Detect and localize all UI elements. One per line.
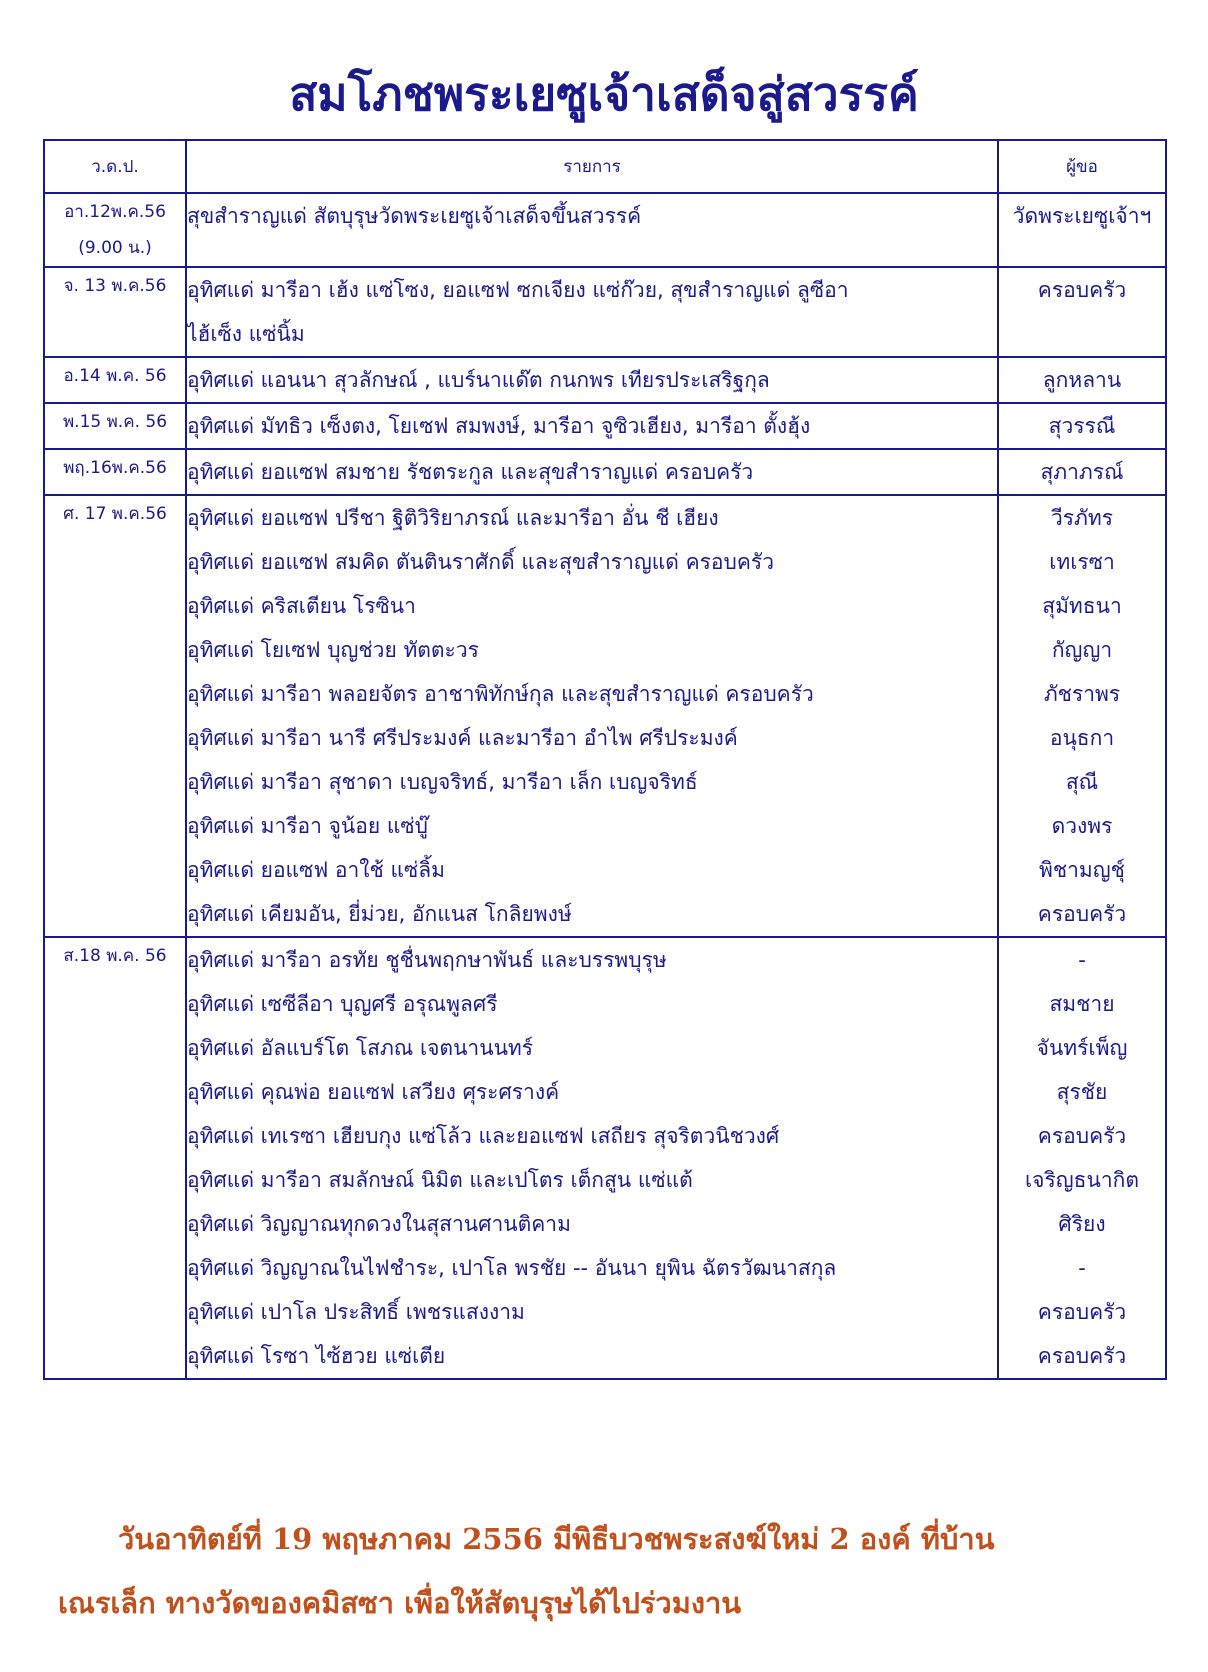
requester-name: -	[1078, 1256, 1086, 1280]
intention-text: อุทิศแด่ โรซา ไซ้ฮวย แซ่เตีย	[187, 1344, 446, 1368]
requester-name: วัดพระเยซูเจ้าฯ	[1012, 204, 1152, 228]
intention-text: อุทิศแด่ เทเรซา เฮียบกุง แซ่โล้ว และยอแซฟ เสถียร สุจริตวนิชวงศ์	[187, 1124, 780, 1148]
date-cell	[44, 193, 186, 267]
table-row	[44, 267, 1166, 357]
intention-text: อุทิศแด่ มารีอา สมลักษณ์ นิมิต และเปโตร เต็กสูน แซ่แต้	[187, 1168, 693, 1192]
requester-name: จันทร์เพ็ญ	[1036, 1036, 1128, 1060]
table-header-row	[44, 140, 1166, 193]
item-cell	[186, 357, 998, 403]
date-text: (9.00 น.)	[78, 238, 152, 258]
table-row	[44, 403, 1166, 449]
intention-text: อุทิศแด่ มารีอา จูน้อย แซ่บู๊	[187, 814, 428, 838]
intention-text: สุขสำราญแด่ สัตบุรุษวัดพระเยซูเจ้าเสด็จขึ้นสวรรค์	[187, 204, 642, 228]
date-cell	[44, 937, 186, 1379]
table-row	[44, 495, 1166, 937]
date-cell	[44, 403, 186, 449]
intention-text: อุทิศแด่ มารีอา นารี ศรีประมงค์ และมารีอา อำไพ ศรีประมงค์	[187, 726, 738, 750]
requester-name: สุวรรณี	[1048, 414, 1116, 438]
item-cell	[186, 267, 998, 357]
item-cell	[186, 937, 998, 1379]
requester-name: ครอบครัว	[1037, 1124, 1127, 1148]
item-cell	[186, 193, 998, 267]
intention-text: อุทิศแด่ มารีอา อรทัย ชูชื่นพฤกษาพันธ์ และบรรพบุรุษ	[187, 948, 667, 972]
requester-name: สมชาย	[1049, 992, 1115, 1016]
intention-text: อุทิศแด่ เปาโล ประสิทธิ์ เพชรแสงงาม	[187, 1300, 525, 1324]
requester-name: ศิริยง	[1058, 1212, 1106, 1236]
announcement-line-2: เณรเล็ก ทางวัดของคมิสซา เพื่อให้สัตบุรุษได้ไปร่วมงาน	[58, 1586, 742, 1620]
date-text: จ. 13 พ.ค.56	[63, 276, 167, 296]
announcement-line-1: วันอาทิตย์ที่ 19 พฤษภาคม 2556 มีพิธีบวชพระสงฆ์ใหม่ 2 องค์ ที่บ้าน	[118, 1522, 995, 1556]
intention-text: อุทิศแด่ แอนนา สุวลักษณ์ , แบร์นาแด๊ต กนกพร เทียรประเสริฐกุล	[187, 368, 770, 392]
intention-text: อุทิศแด่ ยอแซฟ สมคิด ตันตินราศักดิ์ และสุขสำราญแด่ ครอบครัว	[187, 550, 774, 574]
date-text: อ.14 พ.ค. 56	[63, 366, 167, 386]
intention-text: อุทิศแด่ มารีอา เฮ้ง แซ่โซง, ยอแซฟ ซกเจียง แซ่ก๊วย, สุขสำราญแด่ ลูซีอา	[187, 278, 849, 302]
date-text: ส.18 พ.ค. 56	[63, 946, 167, 966]
requester-cell	[998, 267, 1166, 357]
intention-text: อุทิศแด่ มัทธิว เซ็งตง, โยเซฟ สมพงษ์, มารีอา จูซิวเฮียง, มารีอา ตั้งฮุ้ง	[187, 414, 811, 438]
date-cell	[44, 267, 186, 357]
intention-text: อุทิศแด่ โยเซฟ บุญช่วย ทัตตะวร	[187, 638, 479, 662]
header-date: ว.ด.ป.	[44, 140, 186, 193]
intention-text: อุทิศแด่ คริสเตียน โรซินา	[187, 594, 416, 618]
date-text: พฤ.16พ.ค.56	[63, 458, 167, 478]
date-text: อา.12พ.ค.56	[64, 202, 166, 222]
mass-intentions-table	[43, 139, 1167, 1380]
requester-name: พิชามญชุ์	[1039, 858, 1125, 882]
requester-name: ดวงพร	[1051, 814, 1113, 838]
intention-text: อุทิศแด่ อัลแบร์โต โสภณ เจตนานนทร์	[187, 1036, 534, 1060]
requester-cell	[998, 357, 1166, 403]
page-title: สมโภชพระเยซูเจ้าเสด็จสู่สวรรค์	[289, 67, 919, 121]
intention-text: อุทิศแด่ ยอแซฟ ปรีชา ฐิติวิริยาภรณ์ และมารีอา อั่น ชี เฮียง	[187, 506, 719, 530]
table-body	[44, 193, 1166, 1379]
requester-name: ภัชราพร	[1043, 682, 1121, 706]
requester-name: ลูกหลาน	[1042, 368, 1122, 392]
table-row	[44, 449, 1166, 495]
requester-cell	[998, 495, 1166, 937]
item-cell	[186, 495, 998, 937]
intention-text: อุทิศแด่ มารีอา พลอยจัตร อาชาพิทักษ์กุล และสุขสำราญแด่ ครอบครัว	[187, 682, 814, 706]
date-text: พ.15 พ.ค. 56	[62, 412, 168, 432]
item-cell	[186, 403, 998, 449]
requester-name: กัญญา	[1051, 638, 1113, 662]
header-item: รายการ	[186, 140, 998, 193]
requester-cell	[998, 449, 1166, 495]
requester-name: อนุธกา	[1049, 726, 1115, 750]
requester-name: สุภาภรณ์	[1040, 460, 1124, 484]
intention-text: อุทิศแด่ เซซีลีอา บุญศรี อรุณพูลศรี	[187, 992, 498, 1016]
intention-text: อุทิศแด่ ยอแซฟ สมชาย รัชตระกูล และสุขสำราญแด่ ครอบครัว	[187, 460, 754, 484]
requester-name: -	[1078, 948, 1086, 972]
table-row	[44, 357, 1166, 403]
header-requester: ผู้ขอ	[998, 140, 1166, 193]
requester-name: วีรภัทร	[1050, 506, 1114, 530]
intention-text: อุทิศแด่ ยอแซฟ อาใช้ แซ่ลิ้ม	[187, 858, 445, 882]
requester-name: เทเรซา	[1049, 550, 1115, 574]
requester-name: ครอบครัว	[1037, 1300, 1127, 1324]
requester-name: ครอบครัว	[1037, 278, 1127, 302]
requester-cell	[998, 937, 1166, 1379]
requester-name: สุมัทธนา	[1042, 594, 1122, 618]
date-cell	[44, 449, 186, 495]
requester-name: สุณี	[1065, 770, 1099, 794]
date-cell	[44, 357, 186, 403]
intention-text: อุทิศแด่ คุณพ่อ ยอแซฟ เสวียง ศุระศรางค์	[187, 1080, 560, 1104]
intention-text: อุทิศแด่ วิญญาณทุกดวงในสุสานศานติคาม	[187, 1212, 571, 1236]
table-row	[44, 193, 1166, 267]
requester-name: ครอบครัว	[1037, 1344, 1127, 1368]
intention-text: อุทิศแด่ วิญญาณในไฟชำระ, เปาโล พรชัย -- อันนา ยุพิน ฉัตรวัฒนาสกุล	[187, 1256, 837, 1280]
item-cell	[186, 449, 998, 495]
intention-text: อุทิศแด่ เคียมอัน, ยี่ม่วย, อักแนส โกลิยพงษ์	[187, 902, 572, 926]
requester-name: สุรชัย	[1056, 1080, 1108, 1104]
intention-text: ไฮ้เซ็ง แซ่นิ้ม	[187, 322, 305, 346]
table-row	[44, 937, 1166, 1379]
requester-cell	[998, 403, 1166, 449]
date-text: ศ. 17 พ.ค.56	[63, 504, 167, 524]
date-cell	[44, 495, 186, 937]
requester-cell	[998, 193, 1166, 267]
requester-name: ครอบครัว	[1037, 902, 1127, 926]
intention-text: อุทิศแด่ มารีอา สุชาดา เบญจริทธ์, มารีอา เล็ก เบญจริทธ์	[187, 770, 698, 794]
requester-name: เจริญธนากิต	[1025, 1168, 1139, 1192]
